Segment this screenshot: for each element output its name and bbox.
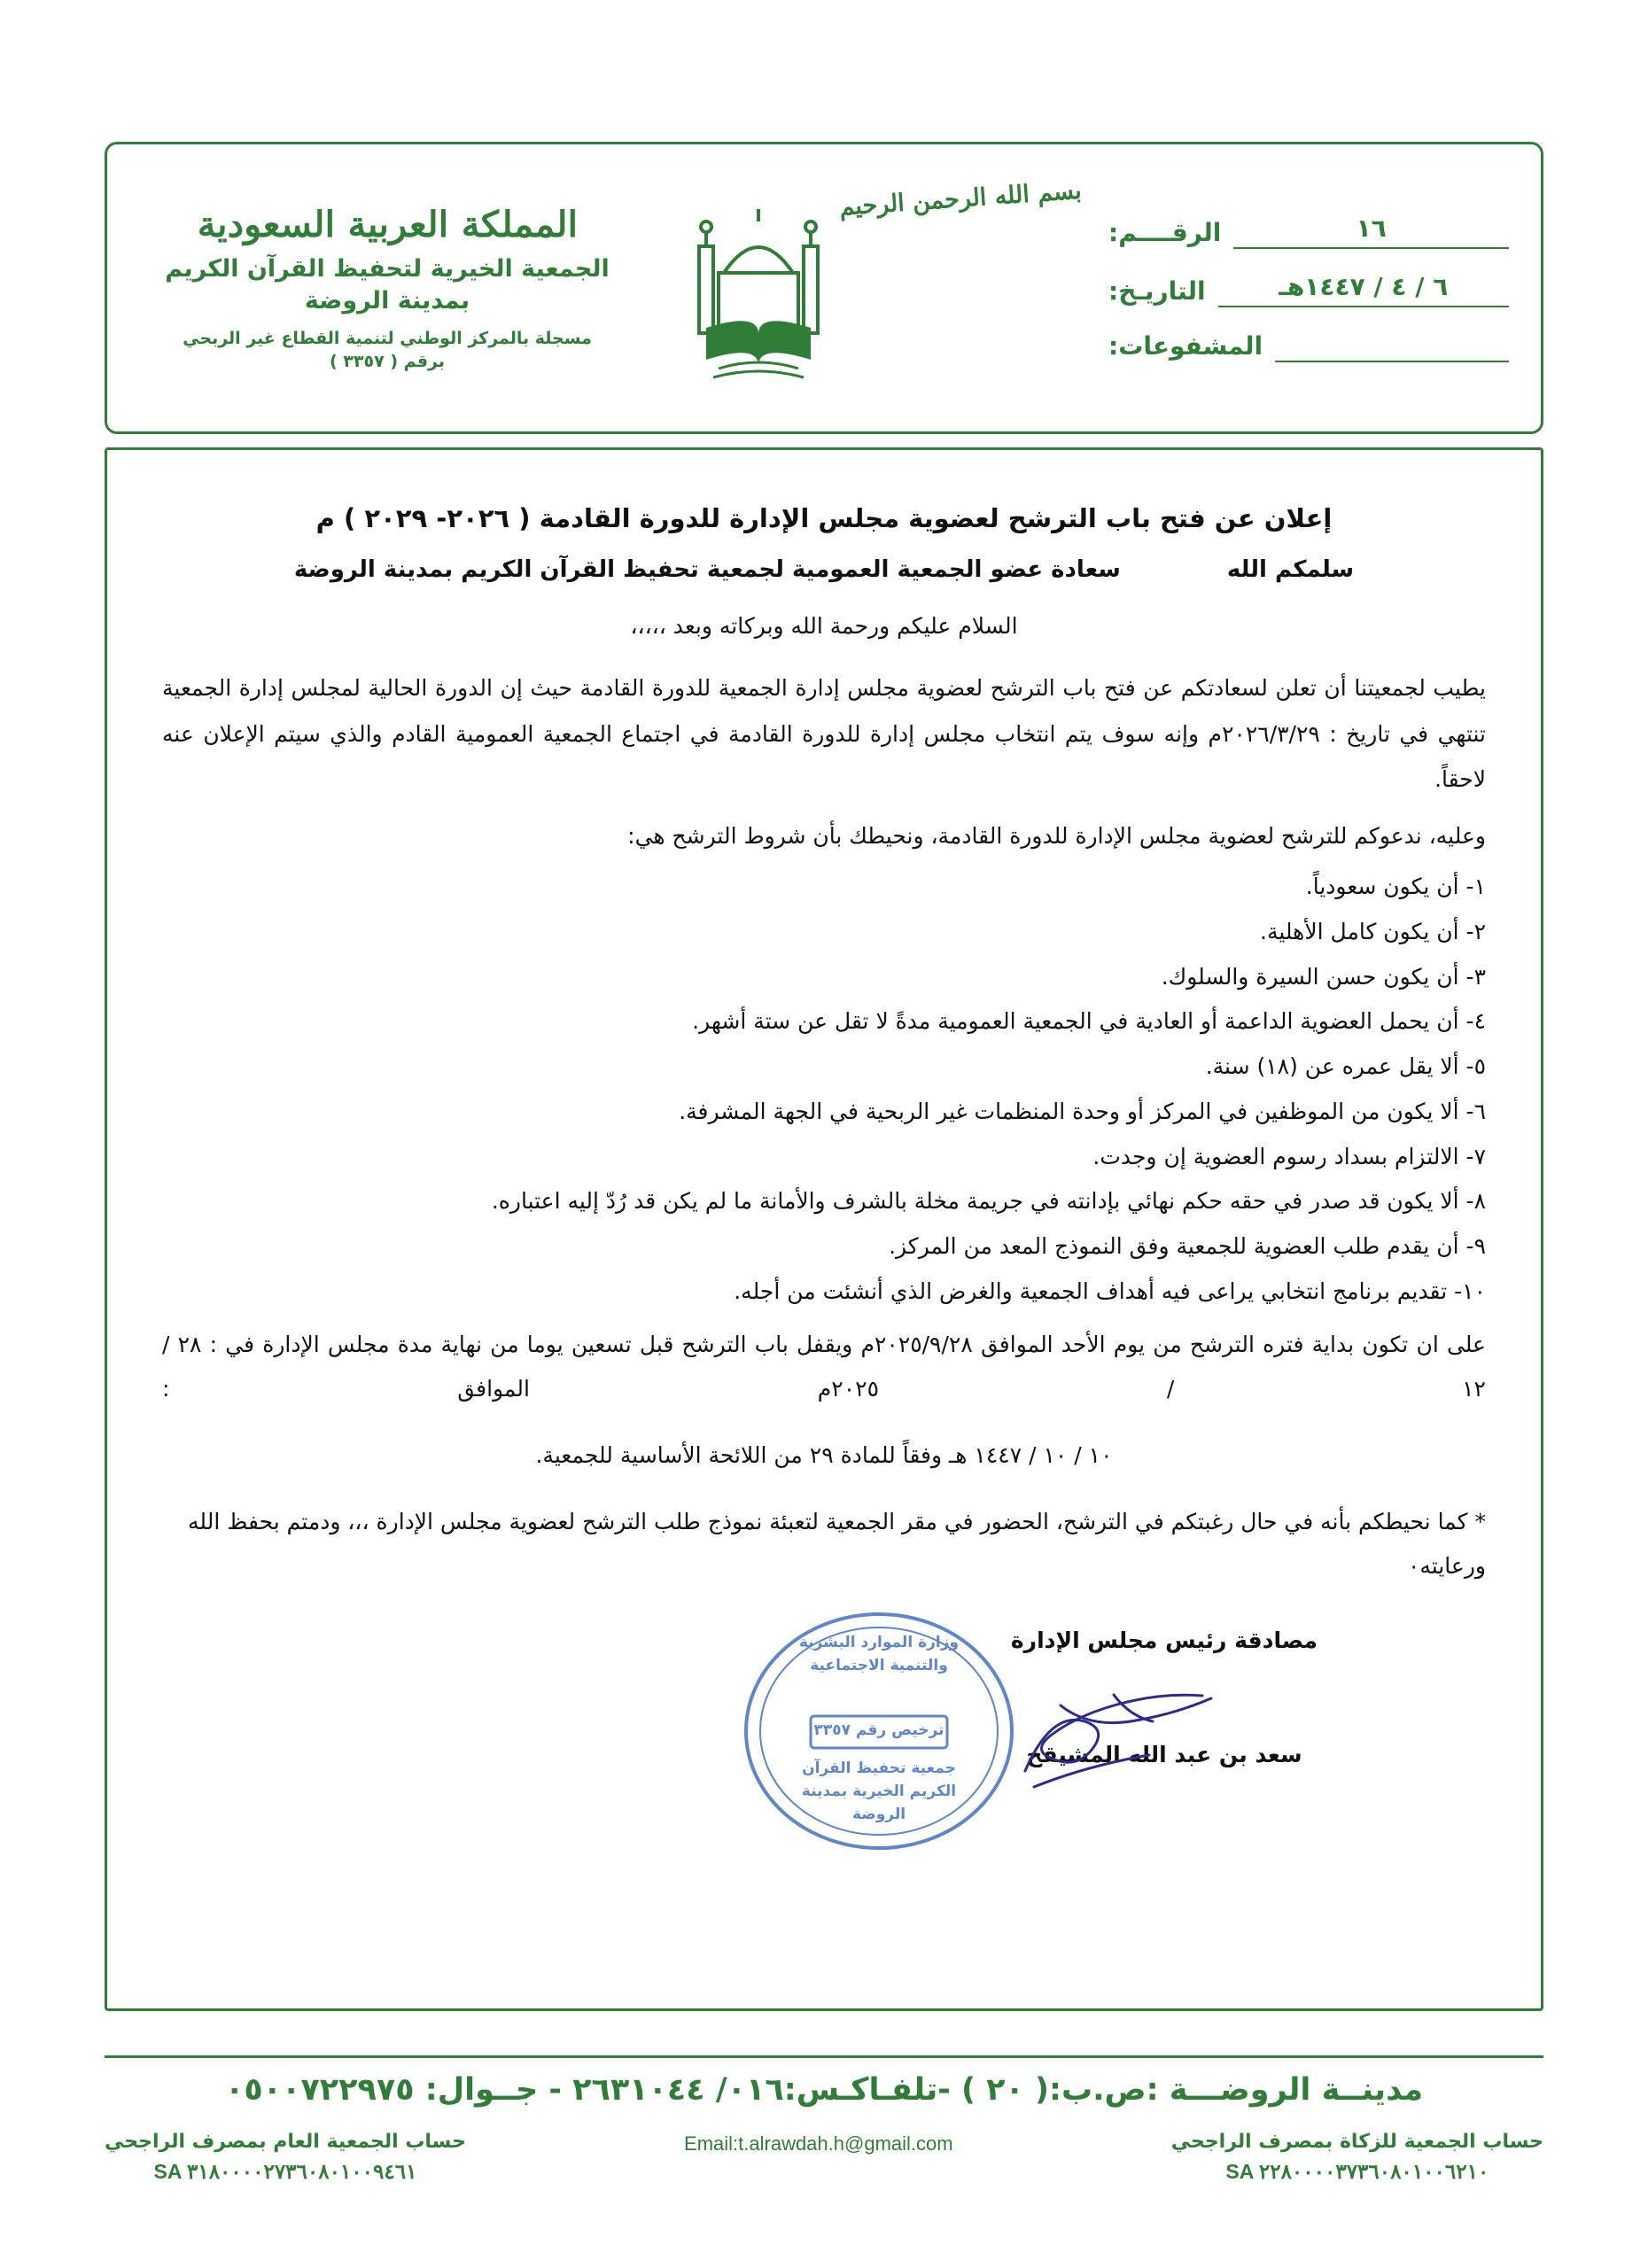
list-item: ١- أن يكون سعودياً. <box>1305 874 1486 900</box>
conditions-lead: وعليه، ندعوكم للترشح لعضوية مجلس الإدارة للدورة القادمة، ونحيطك بأن شروط الترشح هي: <box>627 823 1486 850</box>
registration-line: مسجلة بالمركز الوطني لتنمية القطاع غير الربحي <box>183 328 592 348</box>
field-date-row <box>1108 272 1509 307</box>
signature-role: مصادقة رئيس مجلس الإدارة <box>1010 1627 1318 1653</box>
closing-date-line: ١٠ / ١٠ / ١٤٤٧ هـ وفقاً للمادة ٢٩ من اللائحة الأساسية للجمعية. <box>535 1441 1113 1468</box>
list-item: ٢- أن يكون كامل الأهلية. <box>1260 918 1486 944</box>
footer-general-iban: SA ٣١٨٠٠٠٠٢٧٣٦٠٨٠١٠٠٩٤٦١ <box>153 2159 417 2183</box>
footer-general-label: حساب الجمعية العام بمصرف الراجحي <box>105 2130 466 2153</box>
official-stamp <box>733 1603 1025 1860</box>
signature-block <box>1011 1627 1318 1767</box>
list-item: ٧- الالتزام بسداد رسوم العضوية إن وجدت. <box>1092 1143 1486 1169</box>
list-item: ٨- ألا يكون قد صدر في حقه حكم نهائي بإدانته في جريمة مخلة بالشرف والأمانة ما لم يكن قد رُدّ إليه اعتباره. <box>491 1188 1486 1215</box>
footer <box>105 2055 1543 2187</box>
stamp-assoc-line1: جمعية تحفيظ القرآن <box>802 1759 956 1777</box>
footer-zakat-iban: SA ٢٢٨٠٠٠٠٣٧٣٦٠٨٠١٠٠٦٢١٠ <box>1225 2159 1489 2183</box>
list-item: ٤- أن يحمل العضوية الداعمة أو العادية في الجمعية العمومية مدةً لا تقل عن ستة أشهر. <box>692 1008 1486 1035</box>
kingdom-title: المملكة العربية السعودية <box>197 203 578 245</box>
letterhead <box>105 142 1543 434</box>
list-item: ٦- ألا يكون من الموظفين في المركز أو وحدة المنظمات غير الربحية في الجهة المشرفة. <box>679 1098 1486 1124</box>
intro-paragraph: يطيب لجمعيتنا أن تعلن لسعادتكم عن فتح باب الترشح لعضوية مجلس إدارة الجمعية للدورة القادمة حيث إن الدورة الحالية لمجلس إدارة الجمعية تنتهي في تاريخ : ٢٠٢٦/٣/٢٩م وإنه سوف يتم انتخاب مجلس إدارة للدورة القادمة في اجتماع الجمعية العمومية القادم والذي سيتم الإعلان عنه لاحقاً. <box>162 675 1486 792</box>
letterhead-fields <box>1091 144 1541 431</box>
association-name-line2: بمدينة الروضة <box>304 287 470 315</box>
footer-email[interactable]: Email:t.alrawdah.h@gmail.com <box>684 2132 953 2155</box>
field-attachments-value <box>1275 330 1509 362</box>
stamp-assoc-line2: الكريم الخيرية بمدينة <box>801 1782 957 1800</box>
salutation: السلام عليكم ورحمة الله وبركاته وبعد ،،،،، <box>630 613 1018 640</box>
field-date-label: التاريـخ: <box>1108 276 1206 306</box>
association-identity <box>107 144 674 431</box>
stamp-ministry-line1: وزارة الموارد البشرية <box>798 1633 960 1651</box>
letter-body <box>105 447 1543 2011</box>
footer-general-account <box>105 2127 466 2187</box>
attendance-note: * كما نحيطكم بأنه في حال رغبتكم في الترشح، الحضور في مقر الجمعية لتعبئة نموذج طلب الترشح لعضوية مجلس الإدارة ،،، ودمتم بحفظ الله ورعايته٠ <box>188 1508 1486 1579</box>
footer-zakat-account <box>1171 2127 1543 2187</box>
closing-paragraph: على ان تكون بداية فتره الترشح من يوم الأحد الموافق ٢٠٢٥/٩/٢٨م ويقفل باب الترشح قبل تسعين يوما من نهاية مدة مجلس الإدارة في : ٢٨ / ١٢ / ٢٠٢٥م الموافق : <box>162 1331 1486 1402</box>
footer-zakat-label: حساب الجمعية للزكاة بمصرف الراجحي <box>1170 2130 1543 2153</box>
stamp-ministry-line2: والتنمية الاجتماعية <box>810 1656 948 1674</box>
registration-number: برقم ( ٣٣٥٧ ) <box>330 352 445 372</box>
association-name-line1: الجمعية الخيرية لتحفيظ القرآن الكريم <box>165 254 610 283</box>
addressee-greeting: سلمكم الله <box>1226 556 1355 584</box>
list-item: ١٠- تقديم برنامج انتخابي يراعى فيه أهداف الجمعية والغرض الذي أنشئت من أجله. <box>734 1278 1486 1304</box>
page-title: إعلان عن فتح باب الترشح لعضوية مجلس الإدارة للدورة القادمة ( ٢٠٢٦- ٢٠٢٩ ) م <box>315 503 1333 533</box>
signature-name: سعد بن عبد الله المشيقح <box>1026 1741 1302 1767</box>
field-attachments-label: المشفوعات: <box>1108 331 1263 361</box>
list-item: ٩- أن يقدم طلب العضوية للجمعية وفق النموذج المعد من المركز. <box>889 1233 1486 1260</box>
stamp-license: ترخيص رقم ٣٣٥٧ <box>813 1720 944 1739</box>
footer-divider <box>105 2055 1543 2058</box>
addressee-main: سعادة عضو الجمعية العمومية لجمعية تحفيظ القرآن الكريم بمدينة الروضة <box>293 556 1121 584</box>
field-date-value: ٦ / ٤ / ١٤٤٧هـ <box>1218 272 1509 307</box>
list-item: ٣- أن يكون حسن السيرة والسلوك. <box>1161 963 1486 990</box>
signature-area <box>162 1627 1486 1831</box>
addressee-line <box>162 556 1486 583</box>
basmala: بسم الله الرحمن الرحيم <box>838 176 1083 221</box>
list-item: ٥- ألا يقل عمره عن (١٨) سنة. <box>1205 1053 1486 1080</box>
field-attachments-row <box>1108 330 1509 362</box>
field-number-value: ١٦ <box>1233 214 1509 249</box>
field-number-label: الرقــــم: <box>1108 218 1222 247</box>
field-number-row <box>1108 214 1509 249</box>
association-logo <box>674 144 843 431</box>
conditions-list <box>162 866 1486 1314</box>
stamp-assoc-line3: الروضة <box>851 1805 906 1823</box>
footer-contact-line: مدينــة الروضـــة :ص.ب:( ٢٠ ) -تلفـاكـس:٠١٦/ ٢٦٣١٠٤٤ - جــوال: ٠٥٠٠٧٢٢٩٧٥ <box>224 2071 1424 2108</box>
